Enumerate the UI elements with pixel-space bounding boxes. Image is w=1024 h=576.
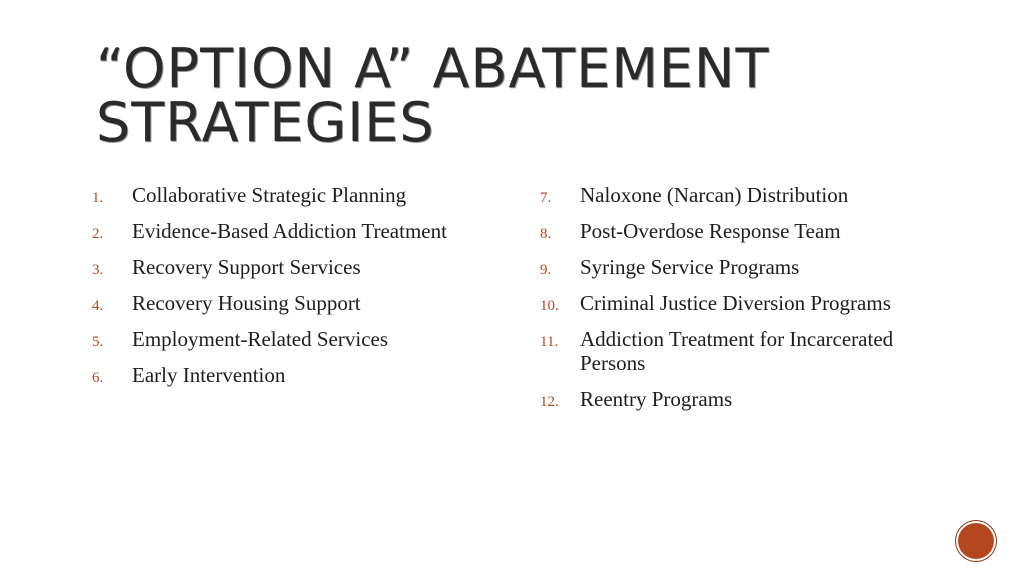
item-text: Criminal Justice Diversion Programs	[580, 291, 891, 315]
item-number: 4.	[92, 298, 104, 314]
item-text: Reentry Programs	[580, 387, 733, 411]
item-number: 2.	[92, 226, 104, 242]
list-item	[92, 219, 512, 243]
title-line-2: STRATEGIES	[96, 91, 435, 154]
list-item	[540, 327, 960, 375]
item-number: 6.	[92, 370, 104, 386]
slide-number-badge	[956, 521, 996, 561]
item-number: 5.	[92, 334, 104, 350]
item-number: 1.	[92, 190, 104, 206]
item-text: Recovery Housing Support	[132, 291, 361, 315]
list-item	[540, 387, 960, 411]
strategy-list-left	[92, 183, 512, 399]
item-text: Syringe Service Programs	[580, 255, 800, 279]
item-text: Addiction Treatment for Incarcerated Persons	[580, 327, 894, 375]
item-number: 10.	[540, 298, 559, 314]
slide-title	[96, 37, 956, 154]
list-item	[540, 291, 960, 315]
list-item	[92, 363, 512, 387]
title-line-1: “OPTION A” ABATEMENT	[96, 37, 770, 100]
item-text: Early Intervention	[132, 363, 286, 387]
item-number: 11.	[540, 334, 559, 350]
list-item	[92, 327, 512, 351]
item-number: 7.	[540, 190, 552, 206]
list-item	[540, 183, 960, 207]
item-text: Evidence-Based Addiction Treatment	[132, 219, 447, 243]
list-item	[540, 219, 960, 243]
item-text: Employment-Related Services	[132, 327, 389, 351]
item-number: 3.	[92, 262, 104, 278]
item-text: Post-Overdose Response Team	[580, 219, 841, 243]
strategy-list-right	[540, 183, 960, 423]
item-text: Naloxone (Narcan) Distribution	[580, 183, 849, 207]
item-number: 9.	[540, 262, 552, 278]
list-item	[92, 183, 512, 207]
item-number: 12.	[540, 394, 559, 410]
list-item	[92, 291, 512, 315]
list-item	[540, 255, 960, 279]
item-number: 8.	[540, 226, 552, 242]
item-text: Collaborative Strategic Planning	[132, 183, 407, 207]
item-text: Recovery Support Services	[132, 255, 361, 279]
list-item	[92, 255, 512, 279]
